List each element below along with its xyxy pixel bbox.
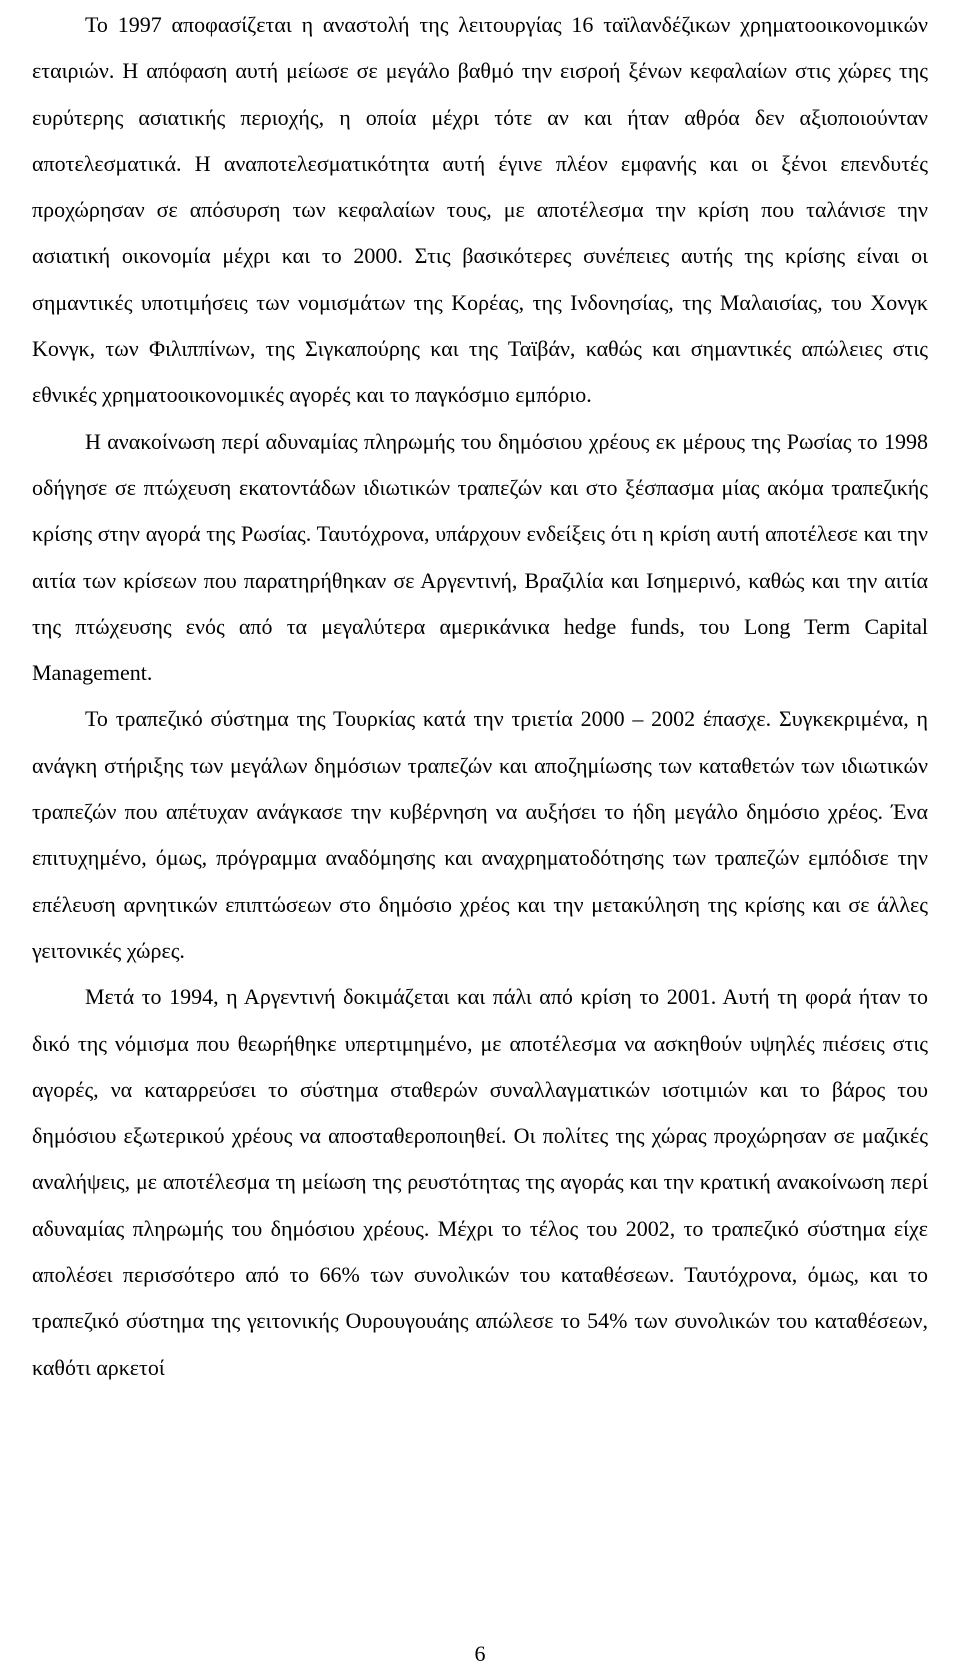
page-number: 6 xyxy=(474,1641,486,1666)
paragraph-argentine-crisis: Μετά το 1994, η Αργεντινή δοκιμάζεται και πάλι από κρίση το 2001. Αυτή τη φορά ήταν το δικό της νόμισμα που θεωρήθηκε υπερτιμημένο, με αποτέλεσμα να ασκηθούν υψηλές πιέσεις στις αγορές, να καταρρεύσει το σύστημα σταθερών συναλλαγματικών ισοτιμιών και το βάρος του δημόσιου εξωτερικού χρέους να αποσταθεροποιηθεί. Οι πολίτες της χώρας προχώρησαν σε μαζικές αναλήψεις, με αποτέλεσμα τη μείωση της ρευστότητας της αγοράς και την κρατική ανακοίνωση περί αδυναμίας πληρωμής του δημόσιου χρέους. Μέχρι το τέλος του 2002, το τραπεζικό σύστημα είχε απολέσει περισσότερο από το 66% των συνολικών του καταθέσεων. Ταυτόχρονα, όμως, και το τραπεζικό σύστημα της γειτονικής Ουρουγουάης απώλεσε το 54% των συνολικών του καταθέσεων, καθότι αρκετοί xyxy=(32,984,928,1380)
document-body xyxy=(32,2,928,1391)
paragraph-asian-crisis: Το 1997 αποφασίζεται η αναστολή της λειτουργίας 16 ταϊλανδέζικων χρηματοοικονομικών εταιριών. Η απόφαση αυτή μείωσε σε μεγάλο βαθμό την εισροή ξένων κεφαλαίων στις χώρες της ευρύτερης ασιατικής περιοχής, η οποία μέχρι τότε αν και ήταν αθρόα δεν αξιοποιούνταν αποτελεσματικά. Η αναποτελεσματικότητα αυτή έγινε πλέον εμφανής και οι ξένοι επενδυτές προχώρησαν σε απόσυρση των κεφαλαίων τους, με αποτέλεσμα την κρίση που ταλάνισε την ασιατική οικονομία μέχρι και το 2000. Στις βασικότερες συνέπειες αυτής της κρίσης είναι οι σημαντικές υποτιμήσεις των νομισμάτων της Κορέας, της Ινδονησίας, της Μαλαισίας, του Χονγκ Κονγκ, των Φιλιππίνων, της Σιγκαπούρης και της Ταϊβάν, καθώς και σημαντικές απώλειες στις εθνικές χρηματοοικονομικές αγορές και το παγκόσμιο εμπόριο. xyxy=(32,12,928,408)
paragraph-russian-crisis: Η ανακοίνωση περί αδυναμίας πληρωμής του δημόσιου χρέους εκ μέρους της Ρωσίας το 1998 οδήγησε σε πτώχευση εκατοντάδων ιδιωτικών τραπεζών και στο ξέσπασμα μίας ακόμα τραπεζικής κρίσης στην αγορά της Ρωσίας. Ταυτόχρονα, υπάρχουν ενδείξεις ότι η κρίση αυτή αποτέλεσε και την αιτία των κρίσεων που παρατηρήθηκαν σε Αργεντινή, Βραζιλία και Ισημερινό, καθώς και την αιτία της πτώχευσης ενός από τα μεγαλύτερα αμερικάνικα hedge funds, του Long Term Capital Management. xyxy=(32,428,928,686)
paragraph-turkish-crisis: Το τραπεζικό σύστημα της Τουρκίας κατά την τριετία 2000 – 2002 έπασχε. Συγκεκριμένα, η ανάγκη στήριξης των μεγάλων δημόσιων τραπεζών και αποζημίωσης των καταθετών των ιδιωτικών τραπεζών που απέτυχαν ανάγκασε την κυβέρνηση να αυξήσει το ήδη μεγάλο δημόσιο χρέος. Ένα επιτυχημένο, όμως, πρόγραμμα αναδόμησης και αναχρηματοδότησης των τραπεζών εμπόδισε την επέλευση αρνητικών επιπτώσεων στο δημόσιο χρέος και την μετακύληση της κρίσης και σε άλλες γειτονικές χώρες. xyxy=(32,706,928,963)
